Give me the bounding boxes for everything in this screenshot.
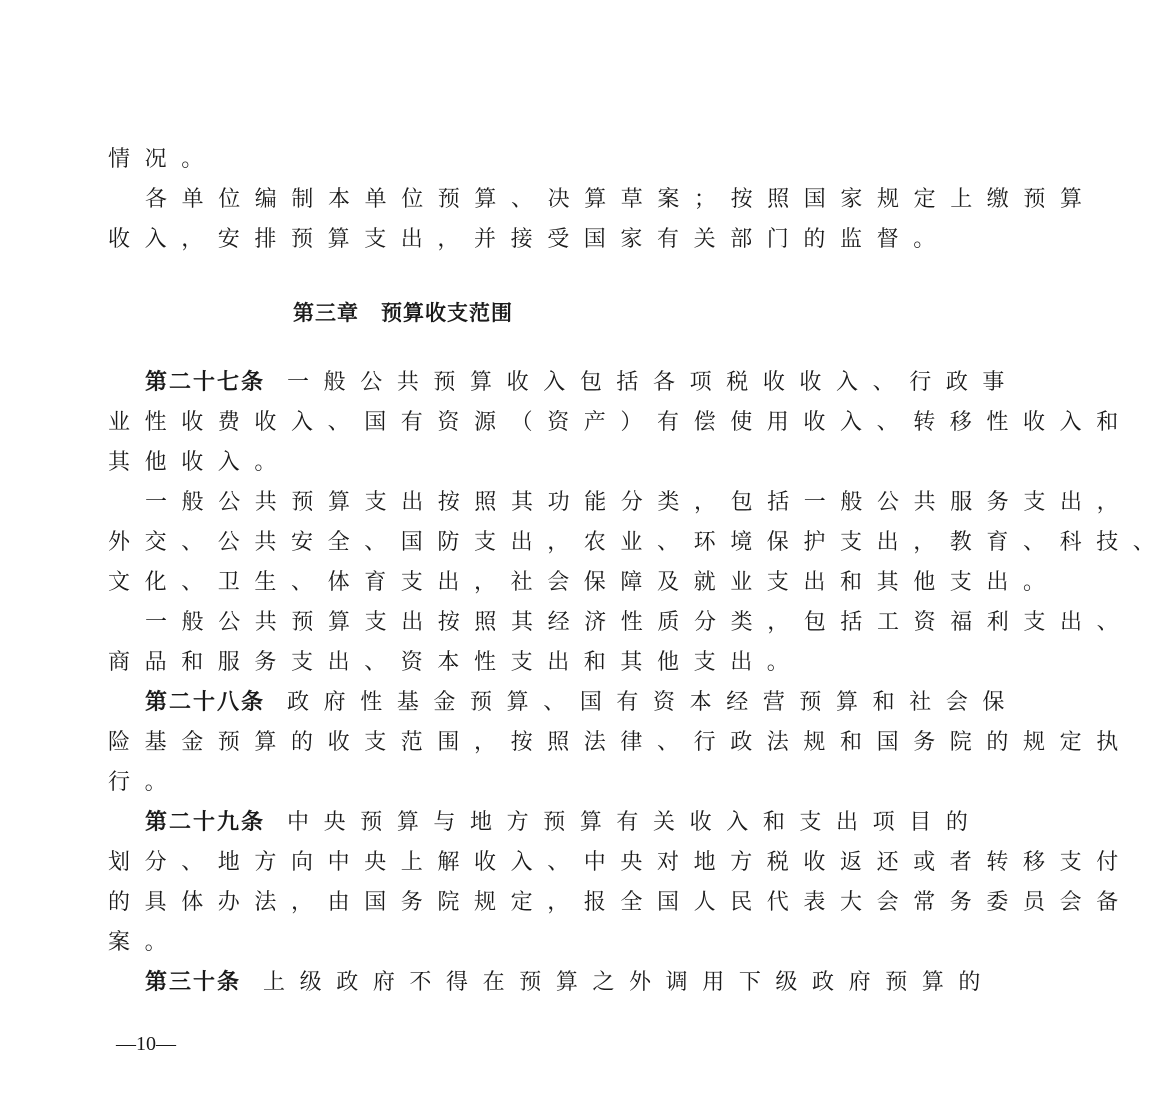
paragraph-line xyxy=(108,603,1134,643)
paragraph-line xyxy=(108,363,1020,403)
line-text: 外交、公共安全、国防支出，农业、环境保护支出，教育、科技、 xyxy=(108,530,1169,555)
paragraph-line xyxy=(108,403,1133,443)
line-text: 文化、卫生、体育支出，社会保障及就业支出和其他支出。 xyxy=(108,570,1060,595)
article-number: 第二十八条 xyxy=(145,690,266,715)
paragraph-line xyxy=(108,923,708,963)
paragraph-line xyxy=(108,443,708,483)
paragraph-line xyxy=(108,220,950,260)
line-text: 划分、地方向中央上解收入、中央对地方税收返还或者转移支付 xyxy=(108,850,1133,875)
paragraph-line xyxy=(108,723,1133,763)
line-text: 商品和服务支出、资本性支出和其他支出。 xyxy=(108,650,804,675)
paragraph-line xyxy=(108,523,1169,563)
page-number: —10— xyxy=(116,1033,176,1055)
paragraph-line xyxy=(108,683,1020,723)
article-number: 第二十七条 xyxy=(145,370,266,395)
line-text: 险基金预算的收支范围，按照法律、行政法规和国务院的规定执 xyxy=(108,730,1133,755)
line-text: 中央预算与地方预算有关收入和支出项目的 xyxy=(287,810,983,835)
document-body xyxy=(108,140,1169,1003)
paragraph-line xyxy=(108,140,708,180)
paragraph-line xyxy=(108,763,708,803)
line-text: 上级政府不得在预算之外调用下级政府预算的 xyxy=(263,970,996,995)
paragraph-line xyxy=(108,803,983,843)
chapter-heading xyxy=(108,293,708,333)
paragraph-line xyxy=(108,843,1133,883)
chapter-title: 预算收支范围 xyxy=(381,301,513,325)
article-number: 第三十条 xyxy=(145,970,242,995)
line-text: 案。 xyxy=(108,930,182,955)
line-text: 业性收费收入、国有资源（资产）有偿使用收入、转移性收入和 xyxy=(108,410,1133,435)
line-text: 政府性基金预算、国有资本经营预算和社会保 xyxy=(287,690,1020,715)
chapter-number: 第三章 xyxy=(293,301,359,325)
line-text: 收入，安排预算支出，并接受国家有关部门的监督。 xyxy=(108,227,950,252)
paragraph-line xyxy=(108,643,804,683)
paragraph-line xyxy=(108,883,1133,923)
line-text: 情况。 xyxy=(108,147,218,172)
line-text: 一般公共预算支出按照其经济性质分类，包括工资福利支出、 xyxy=(145,610,1134,635)
line-text: 行。 xyxy=(108,770,182,795)
line-text: 一般公共预算支出按照其功能分类，包括一般公共服务支出， xyxy=(145,490,1134,515)
line-text: 一般公共预算收入包括各项税收收入、行政事 xyxy=(287,370,1020,395)
line-text: 各单位编制本单位预算、决算草案；按照国家规定上缴预算 xyxy=(145,187,1097,212)
paragraph-line xyxy=(108,180,1097,220)
article-number: 第二十九条 xyxy=(145,810,266,835)
paragraph-line xyxy=(108,963,996,1003)
line-text: 其他收入。 xyxy=(108,450,292,475)
paragraph-line xyxy=(108,483,1134,523)
paragraph-line xyxy=(108,563,1060,603)
line-text: 的具体办法，由国务院规定，报全国人民代表大会常务委员会备 xyxy=(108,890,1133,915)
